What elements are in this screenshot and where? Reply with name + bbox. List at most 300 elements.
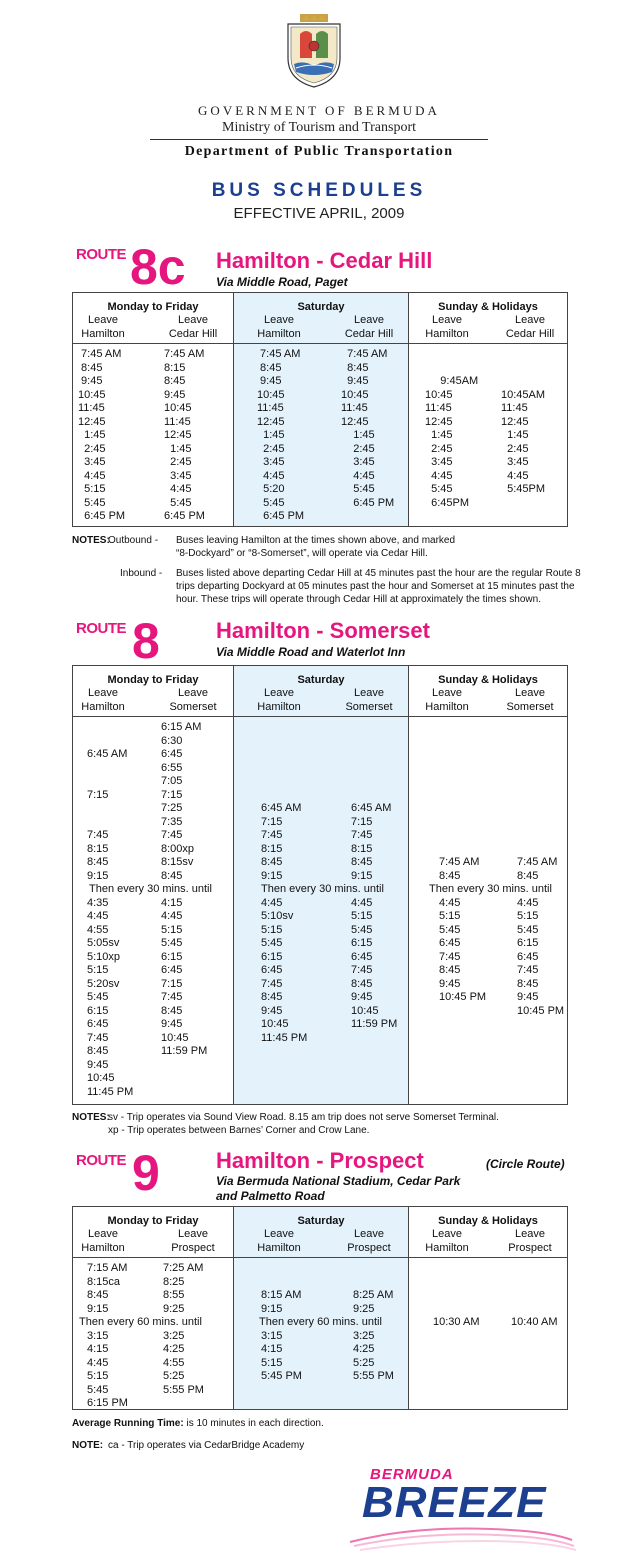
time-entry: 10:45 PM — [517, 1004, 565, 1017]
time-entry: 3:45 — [164, 469, 192, 482]
bermuda-breeze-logo — [340, 1460, 580, 1555]
time-entry: 5:15 — [439, 910, 461, 922]
frequency-note: Then every 30 mins. until — [261, 883, 384, 895]
time-entry: 5:45 — [341, 483, 375, 495]
time-entry: 8:45 — [351, 856, 373, 868]
government-title: GOVERNMENT OF BERMUDA — [198, 103, 440, 118]
route-label: ROUTE — [76, 1152, 126, 1169]
time-entry: 9:25 — [353, 1302, 375, 1315]
notes-text — [108, 1111, 499, 1137]
header-separator — [73, 1257, 567, 1258]
time-entry: 7:45 — [351, 964, 373, 976]
time-entry: 9:45 — [78, 375, 103, 387]
time-entry — [425, 348, 478, 362]
time-entry: 11:45 — [341, 402, 368, 414]
time-entry: hour. These trips will operate through Cedar Hill at approximately the times shown. — [176, 594, 541, 605]
times-column — [341, 348, 394, 510]
circle-route-note: (Circle Route) — [486, 1157, 565, 1171]
time-entry: 7:45 — [161, 829, 183, 841]
time-entry: 9:45 — [164, 388, 186, 401]
times-column — [351, 802, 397, 1032]
time-entry: 7:15 — [261, 815, 283, 828]
time-entry: 8:45 — [351, 977, 373, 990]
time-entry: 8:45 — [439, 964, 461, 976]
time-entry: 6:15 — [161, 950, 183, 963]
route-title: Hamilton - Prospect — [216, 1148, 424, 1173]
time-entry: 5:15 — [261, 923, 283, 936]
time-entry: 10:45 — [257, 388, 285, 401]
time-entry: sv - Trip operates via Sound View Road. 8.15 am trip does not serve Somerset Terminal. — [108, 1112, 499, 1123]
time-entry: 9:15 — [87, 1302, 109, 1315]
time-entry: 5:45 — [87, 1383, 109, 1396]
time-entry: 1:45 — [425, 429, 453, 441]
time-entry: 5:45 — [425, 483, 453, 495]
ministry-name: Ministry of Tourism and Transport — [222, 120, 416, 135]
time-entry: 5:45 — [78, 496, 106, 509]
page-title: BUS SCHEDULES — [211, 180, 427, 201]
time-entry: 4:45 — [164, 483, 192, 495]
route-via: Via Middle Road, Paget — [216, 275, 348, 289]
time-entry: 8:00xp — [161, 842, 195, 855]
column-header: Leave Cedar Hill — [505, 314, 555, 340]
time-entry: 7:45 AM — [341, 348, 388, 360]
route-title: Hamilton - Somerset — [216, 618, 430, 643]
time-entry: 10:45 — [351, 1004, 379, 1017]
frequency-note: Then every 60 mins. until — [259, 1316, 382, 1328]
column-header: Leave Prospect — [171, 1228, 215, 1254]
day-header-saturday: Saturday — [297, 301, 345, 313]
time-entry: 1:45 — [257, 429, 285, 441]
time-entry: 5:55 PM — [163, 1383, 204, 1396]
time-entry: 4:55 — [163, 1356, 185, 1369]
time-entry: 7:35 — [161, 815, 183, 828]
time-entry — [425, 362, 478, 376]
time-entry: 1:45 — [164, 442, 192, 455]
time-entry: 7:45 AM — [164, 348, 205, 360]
inbound-label: Inbound - — [120, 568, 163, 579]
time-entry: 4:25 — [163, 1343, 185, 1355]
time-entry: 7:45 — [261, 977, 283, 990]
time-entry: 4:45 — [161, 910, 183, 922]
time-entry: 8:15 AM — [261, 1289, 302, 1301]
time-entry: 10:45 — [87, 1072, 115, 1084]
time-entry: 8:45 — [517, 977, 539, 990]
column-header: Leave Hamilton — [257, 1228, 301, 1254]
time-entry — [87, 816, 133, 830]
time-entry: 3:15 — [261, 1329, 283, 1342]
time-entry: 4:45 — [87, 910, 109, 922]
column-header: Leave Hamilton — [81, 314, 125, 340]
header-separator — [73, 343, 567, 344]
column-header: Leave Somerset — [506, 687, 554, 713]
times-column — [78, 348, 125, 524]
column-header: Leave Cedar Hill — [344, 314, 394, 340]
time-entry: 5:45 — [351, 923, 373, 936]
time-entry: 1:45 — [78, 429, 106, 441]
effective-date: EFFECTIVE APRIL, 2009 — [233, 205, 405, 222]
time-entry: 4:45 — [87, 1356, 109, 1369]
day-header-weekday: Monday to Friday — [107, 301, 199, 313]
times-column — [257, 348, 304, 524]
time-entry: and Palmetto Road — [216, 1189, 325, 1203]
time-entry: 6:45 AM — [351, 802, 392, 814]
time-entry: 5:15 — [87, 1370, 109, 1382]
time-entry: 7:25 — [161, 802, 183, 814]
time-entry: 4:45 — [351, 896, 373, 909]
time-entry: 6:45 AM — [261, 802, 302, 814]
time-entry: 5:45 — [161, 937, 183, 949]
time-entry: 6:45 — [351, 950, 373, 963]
schedule-table-8 — [72, 665, 568, 1105]
time-entry: 3:45 — [257, 456, 285, 468]
column-header: Leave Somerset — [345, 687, 393, 713]
times-column — [439, 856, 486, 1005]
time-entry: 10:45AM — [501, 388, 546, 401]
time-entry: 12:45 — [257, 415, 285, 428]
time-entry: 8:15 — [164, 361, 186, 374]
time-entry: 2:45 — [78, 442, 106, 455]
time-entry: 2:45 — [501, 442, 529, 455]
outbound-note — [176, 534, 455, 560]
time-entry: 11:45 PM — [261, 1031, 308, 1044]
note-label: NOTE: — [72, 1440, 104, 1451]
time-entry: 7:45 AM — [257, 348, 301, 360]
time-entry: 8:15sv — [161, 856, 194, 868]
time-entry: 6:15 AM — [161, 721, 202, 733]
time-entry: 4:45 — [439, 896, 461, 909]
schedule-table-8c — [72, 292, 568, 527]
time-entry — [87, 721, 133, 735]
route-via: Via Middle Road and Waterlot Inn — [216, 645, 406, 659]
time-entry: 6:45 — [161, 748, 183, 760]
time-entry: 8:45 — [161, 1004, 183, 1017]
header-divider — [150, 139, 488, 140]
outbound-label: Outbound - — [108, 535, 159, 546]
day-header-sunday: Sunday & Holidays — [438, 1215, 538, 1227]
time-entry: 9:45 — [161, 1018, 183, 1030]
time-entry: 6:45 — [261, 964, 283, 976]
time-entry: 6:15 — [87, 1004, 109, 1017]
time-entry: 8:15ca — [87, 1275, 121, 1288]
time-entry: 6:45 — [517, 950, 539, 963]
time-entry: 5:25 — [353, 1356, 375, 1369]
time-entry: 6:45PM — [425, 496, 470, 509]
time-entry: 9:25 — [163, 1302, 185, 1315]
time-entry: 9:45 — [87, 1058, 109, 1071]
note-text: ca - Trip operates via CedarBridge Academy — [108, 1440, 305, 1451]
time-entry: 12:45 — [164, 429, 192, 441]
time-entry: 6:45 PM — [78, 510, 126, 522]
time-entry: 4:45 — [425, 469, 453, 482]
time-entry: 9:45 — [261, 1004, 283, 1017]
time-entry: 12:45 — [78, 415, 106, 428]
time-entry: 6:55 — [161, 761, 183, 774]
time-entry: 7:45 AM — [517, 856, 558, 868]
time-entry: 5:45 PM — [261, 1370, 302, 1382]
time-entry: 4:15 — [87, 1343, 109, 1355]
time-entry: 5:45 — [164, 496, 192, 509]
time-entry: 5:15 — [87, 964, 109, 976]
times-column — [87, 1262, 128, 1411]
time-entry — [87, 735, 133, 749]
time-entry: 5:45PM — [501, 483, 546, 495]
time-entry: Buses listed above departing Cedar Hill at 45 minutes past the hour are the regular Route 8 — [176, 568, 581, 579]
time-entry: 5:15 — [78, 483, 106, 495]
route-label: ROUTE — [76, 246, 126, 263]
time-entry: 7:25 AM — [163, 1262, 204, 1274]
time-entry: 7:05 — [161, 775, 183, 787]
department-name: Department of Public Transportation — [184, 144, 454, 159]
time-entry: 9:15 — [87, 869, 109, 882]
time-entry: 4:15 — [261, 1343, 283, 1355]
times-column — [353, 1289, 394, 1384]
time-entry: 8:45 — [261, 856, 283, 868]
time-entry: 5:15 — [261, 1356, 283, 1369]
time-entry: 7:15 — [351, 815, 373, 828]
time-entry: 9:45 — [439, 977, 461, 990]
time-entry: 9:45 — [351, 991, 373, 1003]
time-entry: Buses leaving Hamilton at the times shown above, and marked — [176, 535, 456, 546]
time-entry: 8:45 — [87, 856, 109, 868]
time-entry: 5:45 — [439, 923, 461, 936]
column-header: Leave Hamilton — [81, 1228, 125, 1254]
time-entry: 8:15 — [351, 842, 373, 855]
time-entry: 7:15 — [161, 788, 183, 801]
time-entry: 6:45 — [439, 937, 461, 949]
time-entry: 8:25 — [163, 1275, 185, 1288]
time-entry: 7:45 — [87, 829, 109, 841]
time-entry: 10:45 PM — [439, 991, 487, 1003]
time-entry: 5:15 — [517, 910, 539, 922]
time-entry — [501, 348, 545, 362]
time-entry: 10:45 — [261, 1018, 289, 1030]
time-entry: 11:45 — [78, 402, 105, 414]
frequency-note: Then every 60 mins. until — [79, 1316, 202, 1328]
time-entry: 6:30 — [161, 734, 183, 747]
column-header: Leave Prospect — [508, 1228, 552, 1254]
time-entry: 8:25 AM — [353, 1289, 394, 1301]
time-entry: 6:45 — [161, 964, 183, 976]
time-entry: 4:15 — [161, 896, 183, 909]
inbound-note — [176, 567, 581, 606]
time-entry: 5:45 — [517, 923, 539, 936]
time-entry: 2:45 — [425, 442, 453, 455]
column-header: Leave Somerset — [169, 687, 217, 713]
time-entry: 8:45 — [257, 361, 282, 374]
sunday-hamilton-time: 10:30 AM — [433, 1316, 480, 1328]
time-entry: 7:15 AM — [87, 1262, 128, 1274]
time-entry: 2:45 — [257, 442, 285, 455]
route-title: Hamilton - Cedar Hill — [216, 248, 433, 273]
times-column — [163, 1262, 204, 1397]
day-header-weekday: Monday to Friday — [107, 1215, 199, 1227]
time-entry: 5:45 — [87, 991, 109, 1003]
time-entry: 7:15 — [161, 977, 183, 990]
time-entry: 9:45 — [341, 375, 369, 387]
time-entry: 5:05sv — [87, 937, 120, 949]
time-entry: 5:45 — [257, 496, 285, 509]
column-header: Leave Prospect — [347, 1228, 391, 1254]
time-entry: xp - Trip operates between Barnes’ Corner and Crow Lane. — [108, 1125, 370, 1136]
time-entry: trips departing Dockyard at 05 minutes past the hour and Somerset at 15 minutes past the — [176, 581, 575, 592]
time-entry: 5:15 — [161, 923, 183, 936]
schedule-table-9 — [72, 1206, 568, 1410]
time-entry: 1:45 — [501, 429, 529, 441]
route-label: ROUTE — [76, 620, 126, 637]
time-entry: 11:45 — [501, 402, 528, 414]
column-header: Leave Hamilton — [257, 314, 301, 340]
time-entry: 5:45 — [261, 937, 283, 949]
notes-label: NOTES: — [72, 1112, 110, 1123]
time-entry: 6:45 PM — [341, 496, 395, 509]
time-entry — [87, 775, 133, 789]
time-entry: 5:20 — [257, 483, 285, 495]
time-entry: 5:15 — [351, 910, 373, 922]
logo-main-text: BREEZE — [362, 1478, 547, 1527]
time-entry: 8:45 — [439, 869, 461, 882]
time-entry: 2:45 — [164, 456, 192, 468]
bermuda-coat-of-arms-icon — [284, 14, 344, 88]
time-entry: 10:45 — [161, 1031, 189, 1044]
time-entry: 7:45 — [351, 829, 373, 841]
route-number: 8 — [132, 613, 160, 669]
day-header-saturday: Saturday — [297, 1215, 345, 1227]
sunday-prospect-time: 10:40 AM — [511, 1316, 558, 1328]
frequency-note: Then every 30 mins. until — [429, 883, 552, 895]
time-entry: 7:45 — [161, 991, 183, 1003]
time-entry — [501, 375, 545, 389]
time-entry: 8:15 — [87, 842, 109, 855]
time-entry: 4:55 — [87, 923, 109, 936]
time-entry: 12:45 — [501, 415, 529, 428]
time-entry: 5:10xp — [87, 950, 121, 963]
route-via — [216, 1174, 460, 1204]
time-entry: 9:15 — [261, 869, 283, 882]
route-number: 8c — [130, 239, 186, 295]
time-entry: 7:15 — [87, 788, 109, 801]
time-entry: 7:45 — [439, 950, 461, 963]
frequency-note: Then every 30 mins. until — [89, 883, 212, 895]
column-header: Leave Hamilton — [425, 314, 469, 340]
column-header: Leave Cedar Hill — [168, 314, 218, 340]
time-entry: 4:45 — [517, 896, 539, 909]
time-entry — [501, 362, 545, 376]
notes-label: NOTES: — [72, 535, 110, 546]
time-entry: 4:45 — [257, 469, 285, 482]
time-entry: 7:45 — [87, 1031, 109, 1044]
time-entry: 3:45 — [341, 456, 375, 468]
time-entry: 9:15 — [261, 1302, 283, 1315]
time-entry: 6:15 PM — [87, 1397, 128, 1409]
time-entry: 4:45 — [341, 469, 375, 482]
times-column — [517, 856, 564, 1018]
time-entry: 10:45 — [164, 402, 192, 414]
time-entry: 11:45 — [425, 402, 452, 414]
times-column — [425, 348, 478, 510]
time-entry — [87, 802, 133, 816]
time-entry: 3:45 — [78, 456, 106, 468]
time-entry: 7:45 AM — [439, 856, 480, 868]
time-entry: 4:25 — [353, 1343, 375, 1355]
time-entry: 6:45 AM — [87, 748, 128, 760]
time-entry: 11:45 — [257, 402, 284, 414]
time-entry: 5:20sv — [87, 977, 120, 990]
time-entry: 9:45 — [517, 991, 539, 1003]
time-entry: 8:45 — [517, 869, 539, 882]
time-entry: 11:59 PM — [161, 1045, 208, 1057]
time-entry: 11:45 — [164, 415, 191, 428]
time-entry: 7:45 AM — [78, 348, 122, 360]
day-header-sunday: Sunday & Holidays — [438, 674, 538, 686]
time-entry: 4:35 — [87, 896, 109, 909]
time-entry: 12:45 — [341, 415, 369, 428]
column-header: Leave Hamilton — [425, 1228, 469, 1254]
time-entry: 6:45 — [87, 1018, 109, 1030]
time-entry: 4:45 — [261, 896, 283, 909]
time-entry — [87, 762, 133, 776]
time-entry: 8:45 — [87, 1045, 109, 1057]
time-entry: 9:45AM — [425, 375, 479, 387]
times-column — [87, 721, 133, 1099]
time-entry: 6:15 — [261, 950, 283, 963]
column-header: Leave Hamilton — [257, 687, 301, 713]
time-entry: Via Bermuda National Stadium, Cedar Park — [216, 1174, 461, 1188]
time-entry: 2:45 — [341, 442, 375, 455]
times-column — [501, 348, 545, 497]
time-entry: 8:45 — [161, 869, 183, 882]
time-entry: 3:15 — [87, 1329, 109, 1342]
time-entry: 4:45 — [501, 469, 529, 482]
time-entry: 6:15 — [351, 937, 373, 949]
day-header-sunday: Sunday & Holidays — [438, 301, 538, 313]
time-entry: 9:15 — [351, 869, 373, 882]
time-entry: 6:45 PM — [257, 510, 305, 522]
time-entry: 3:25 — [163, 1329, 185, 1342]
time-entry: 3:25 — [353, 1329, 375, 1342]
time-entry: 1:45 — [341, 429, 375, 441]
day-header-saturday: Saturday — [297, 674, 345, 686]
time-entry: 10:45 — [341, 388, 369, 401]
time-entry: 9:45 — [257, 375, 282, 387]
time-entry: 10:45 — [425, 388, 453, 401]
header-separator — [73, 716, 567, 717]
time-entry: 8:45 — [164, 375, 186, 387]
column-header: Leave Hamilton — [425, 687, 469, 713]
time-entry: “8-Dockyard” or “8-Somerset”, will operate via Cedar Hill. — [176, 548, 428, 559]
time-entry: 5:10sv — [261, 910, 294, 922]
column-header: Leave Hamilton — [81, 687, 125, 713]
time-entry: 3:45 — [425, 456, 453, 468]
times-column — [261, 1289, 302, 1384]
time-entry: 10:45 — [78, 388, 106, 401]
time-entry: 8:15 — [261, 842, 283, 855]
time-entry: 5:25 — [163, 1370, 185, 1382]
time-entry: 6:45 PM — [164, 510, 205, 522]
logo-top-text: BERMUDA — [370, 1466, 454, 1483]
day-header-weekday: Monday to Friday — [107, 674, 199, 686]
time-entry: 8:45 — [261, 991, 283, 1003]
route-number: 9 — [132, 1145, 160, 1201]
time-entry: 6:15 — [517, 937, 539, 949]
time-entry: 7:45 — [517, 964, 539, 976]
time-entry: 3:45 — [501, 456, 529, 468]
times-column — [261, 802, 307, 1045]
time-entry: 11:45 PM — [87, 1085, 134, 1098]
running-time-note: Average Running Time: is 10 minutes in each direction. — [72, 1418, 324, 1429]
time-entry: 5:55 PM — [353, 1370, 394, 1382]
time-entry: 8:45 — [87, 1289, 109, 1301]
time-entry: 8:45 — [78, 361, 103, 374]
